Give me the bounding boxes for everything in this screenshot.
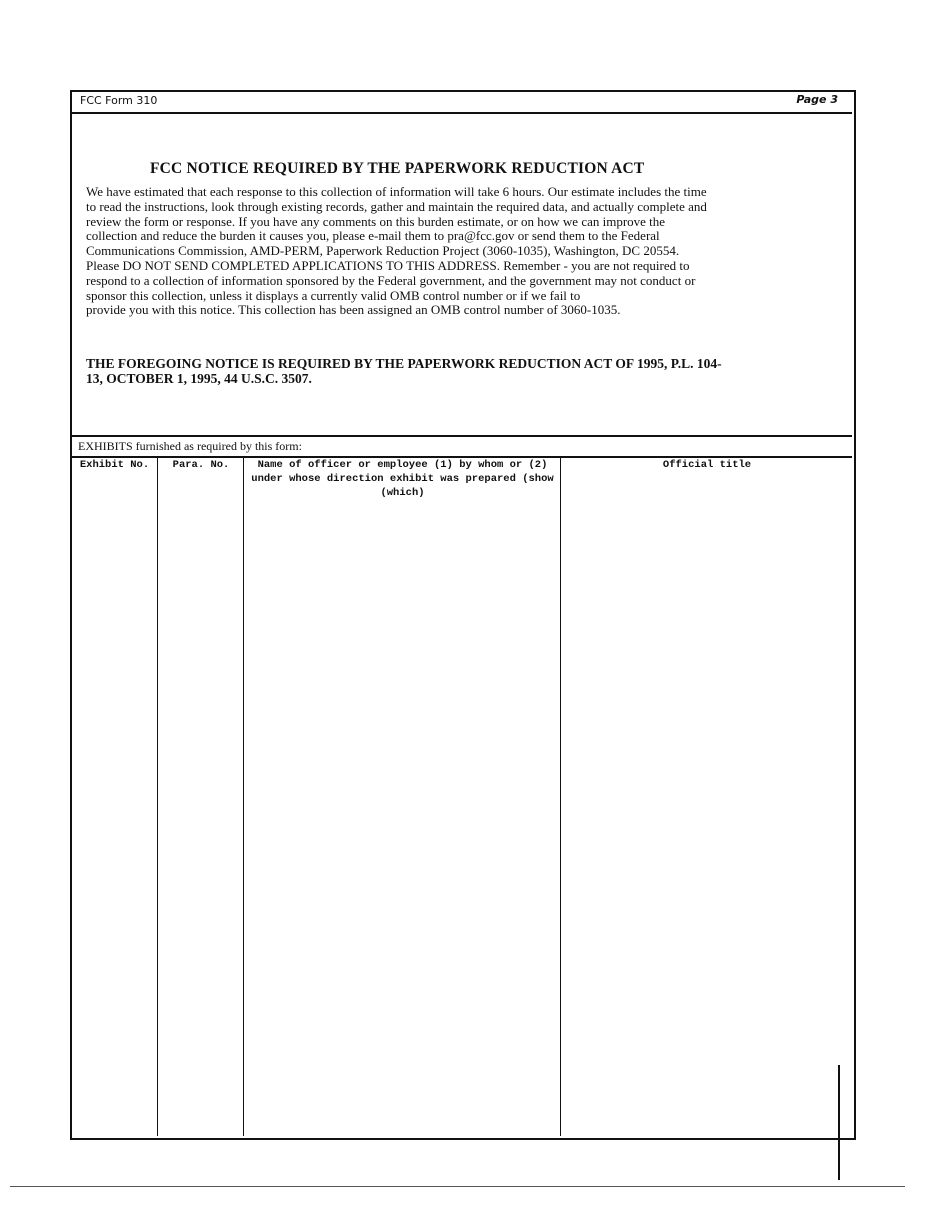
header-exhibit-no: Exhibit No.: [79, 459, 150, 471]
notice-line: We have estimated that each response to this collection of information will take 6 hours. Our estimate includes the time: [86, 184, 707, 199]
form-header: [70, 90, 852, 114]
column-divider: [157, 456, 158, 1136]
footer-line: THE FOREGOING NOTICE IS REQUIRED BY THE PAPERWORK REDUCTION ACT OF 1995, P.L. 104-: [86, 356, 722, 371]
notice-title: FCC NOTICE REQUIRED BY THE PAPERWORK REDUCTION ACT: [150, 160, 645, 177]
notice-line: review the form or response. If you have any comments on this burden estimate, or on how we can improve the: [86, 213, 666, 229]
scan-line: [10, 1186, 905, 1187]
header-officer-name: Name of officer or employee (1) by whom or (2) under whose direction exhibit was prepared (show (which): [251, 459, 554, 499]
notice-paragraph: [86, 185, 776, 318]
notice-line: Please DO NOT SEND COMPLETED APPLICATIONS TO THIS ADDRESS. Remember - you are not required to: [86, 257, 690, 273]
notice-footer: [86, 356, 722, 386]
page-number: Page 3: [796, 93, 838, 106]
notice-line: to read the instructions, look through existing records, gather and maintain the required data, and actually complete and: [86, 198, 707, 214]
notice-line: respond to a collection of information sponsored by the Federal government, and the government may not conduct or: [86, 272, 696, 288]
notice-line: Communications Commission, AMD-PERM, Paperwork Reduction Project (3060-1035), Washington, DC 20554.: [86, 243, 680, 259]
footer-line: 13, OCTOBER 1, 1995, 44 U.S.C. 3507.: [86, 371, 312, 386]
scan-line: [838, 1065, 840, 1180]
exhibits-label: EXHIBITS furnished as required by this form:: [78, 439, 302, 453]
column-divider: [243, 456, 244, 1136]
header-official-title: Official title: [662, 459, 752, 471]
notice-line: provide you with this notice. This collection has been assigned an OMB control number of 3060-1035.: [86, 302, 621, 318]
column-divider: [560, 456, 561, 1136]
exhibits-label-row: [70, 435, 852, 458]
form-number: FCC Form 310: [80, 94, 158, 107]
header-para-no: Para. No.: [172, 459, 230, 471]
notice-line: sponsor this collection, unless it displays a currently valid OMB control number or if we fail to: [86, 287, 581, 303]
notice-line: collection and reduce the burden it causes you, please e-mail them to pra@fcc.gov or send them to the Federal: [86, 228, 660, 244]
